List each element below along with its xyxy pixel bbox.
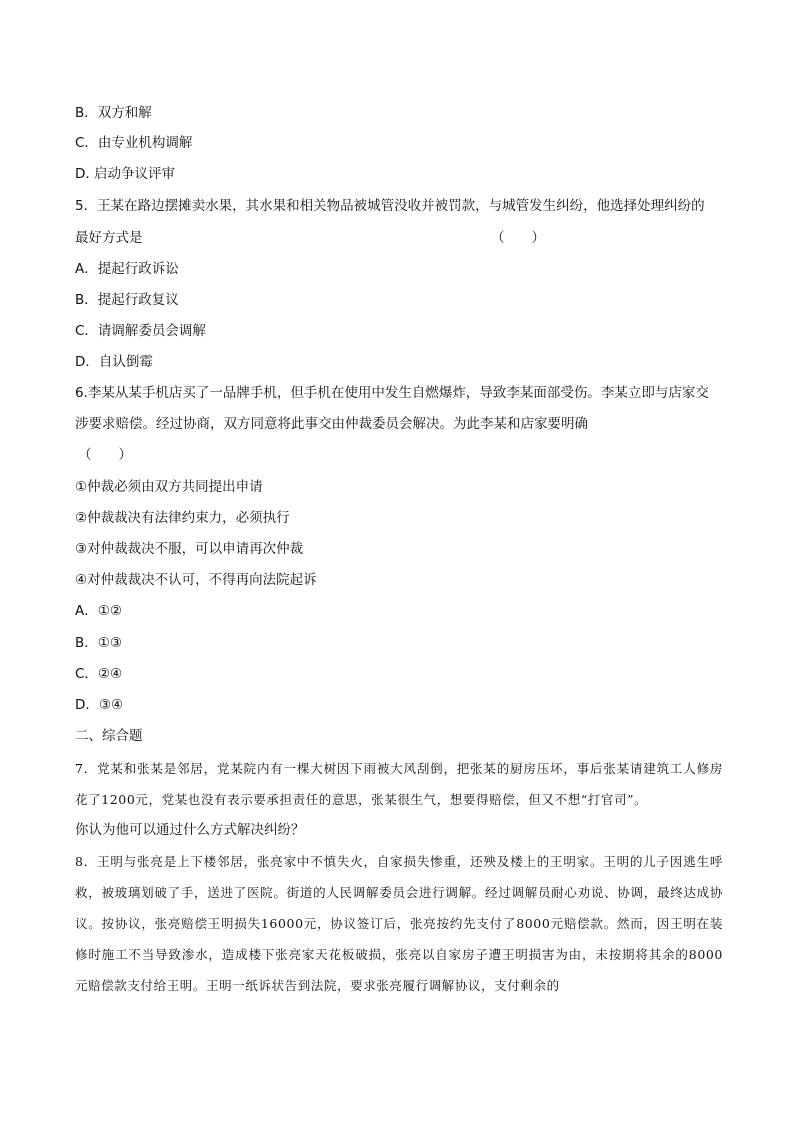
q5-stem-line2	[75, 229, 143, 247]
q6-option-b: B．①③	[75, 635, 122, 651]
q6-statement-4: ④对仲裁裁决不认可，不得再向法院起诉	[75, 572, 317, 588]
q6-option-c: C．②④	[75, 666, 123, 682]
q7-text: 7．党某和张某是邻居，党某院内有一棵大树因下雨被大风刮倒，把张某的厨房压坏，事后张某请建筑工人修房花了1200元，党某也没有表示要承担责任的意思，张某很生气，想要得赔偿，但又不想“打官司”。	[75, 761, 723, 807]
q6-statement-2: ②仲裁裁决有法律约束力，必须执行	[75, 510, 290, 526]
q5-stem-line1: 5．王某在路边摆摊卖水果，其水果和相关物品被城管没收并被罚款，与城管发生纠纷，他选择处理纠纷的	[75, 198, 705, 214]
q5-answer-paren: （ ）	[491, 230, 545, 246]
q7-question: 你认为他可以通过什么方式解决纠纷？	[75, 822, 305, 838]
q5-option-a: A．提起行政诉讼	[75, 261, 179, 277]
q6-statement-3: ③对仲裁裁决不服，可以申请再次仲裁	[75, 541, 304, 557]
q5-option-d: D．自认倒霉	[75, 354, 153, 370]
section-heading: 二、综合题	[75, 728, 143, 744]
q6-stem-line2: 涉要求赔偿。经过协商，双方同意将此事交由仲裁委员会解决。为此李某和店家要明确	[75, 416, 588, 432]
q5-option-b: B．提起行政复议	[75, 292, 179, 308]
q6-option-d: D．③④	[75, 697, 124, 713]
q6-option-a: A．①②	[75, 603, 122, 619]
q4-option-b: B．双方和解	[75, 105, 152, 121]
q5-option-c: C．请调解委员会调解	[75, 323, 206, 339]
q6-stem-line1: 6.李某从某手机店买了一品牌手机，但手机在使用中发生自燃爆炸，导致李某面部受伤。李某立即与店家交	[75, 385, 709, 401]
q6-statement-1: ①仲裁必须由双方共同提出申请	[75, 479, 263, 495]
q4-option-d: D. 启动争议评审	[75, 166, 175, 182]
q6-answer-paren: （ ）	[78, 447, 132, 463]
q5-stem-text: 最好方式是	[75, 230, 143, 246]
q4-option-c: C．由专业机构调解	[75, 135, 193, 151]
q8-text: 8．王明与张亮是上下楼邻居，张亮家中不慎失火，自家损失惨重，还殃及楼上的王明家。王明的儿子因逃生呼救，被玻璃划破了手，送进了医院。街道的人民调解委员会进行调解。经过调解员耐心劝说、协调，最终达成协议。按协议，张亮赔偿王明损失16000元，协议签订后，张亮按约先支付了8000元赔偿款。然而，因王明在装修时施工不当导致渗水，造成楼下张亮家天花板破损，张亮以自家房子遭王明损害为由，未按期将其余的8000元赔偿款支付给王明。王明一纸诉状告到法院，要求张亮履行调解协议，支付剩余的	[75, 854, 723, 993]
